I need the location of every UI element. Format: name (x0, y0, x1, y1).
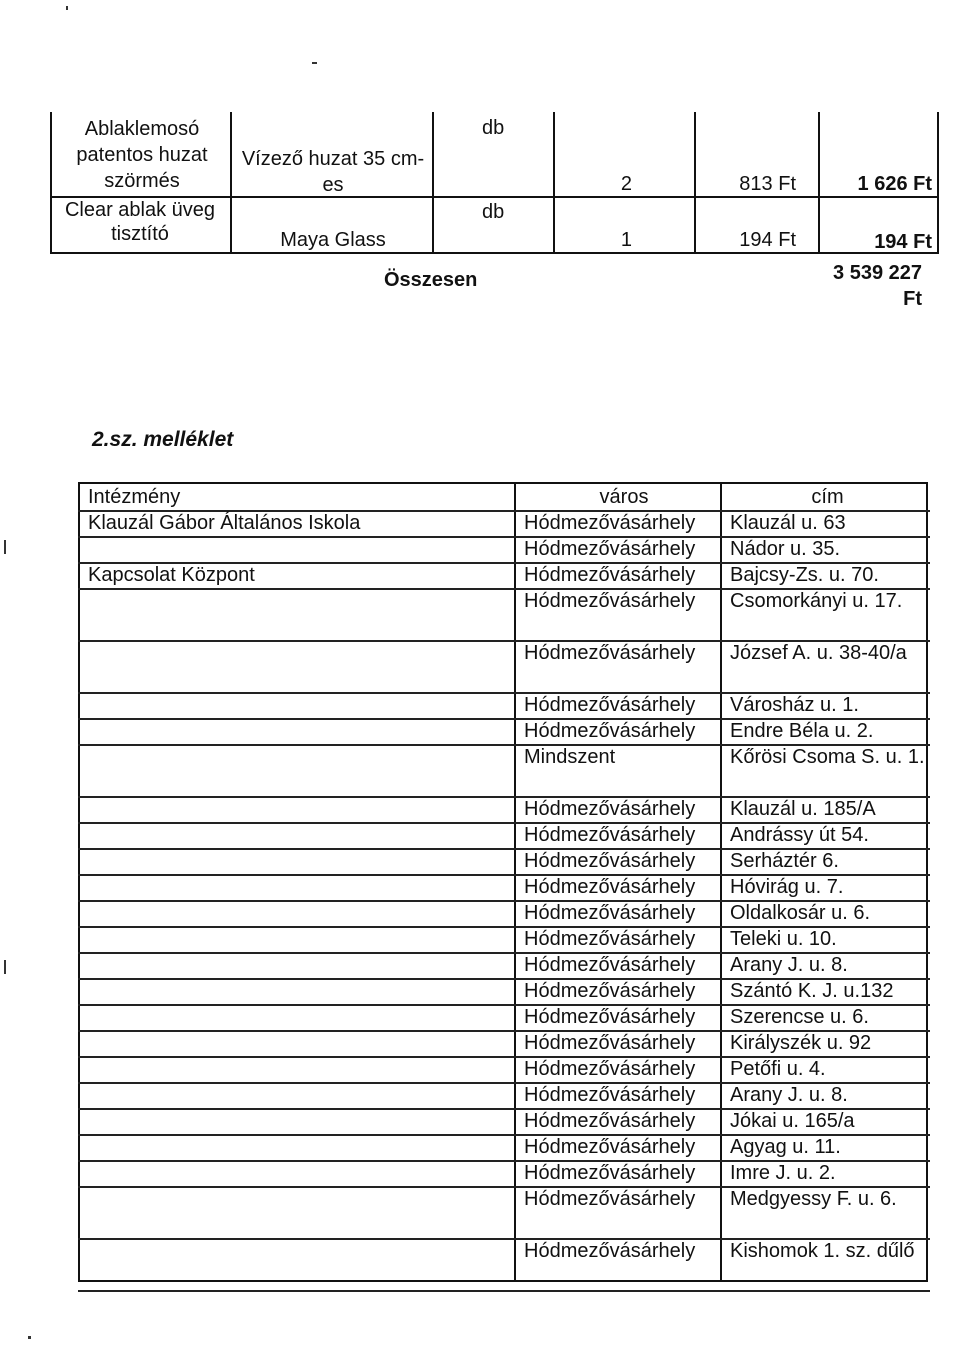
city-cell: Hódmezővásárhely (524, 1058, 696, 1080)
city-cell: Hódmezővásárhely (524, 642, 696, 664)
product-type-cell: Vízező huzat 35 cm-es (241, 148, 425, 196)
header-address-cell: cím (811, 486, 844, 508)
city-cell: Mindszent (524, 746, 616, 768)
city-cell: Hódmezővásárhely (524, 928, 696, 950)
table-row (78, 978, 930, 1006)
table-header-row (78, 484, 930, 512)
unit-cell: db (482, 117, 505, 139)
address-cell: Agyag u. 11. (730, 1136, 841, 1158)
city-cell: Hódmezővásárhely (524, 902, 696, 924)
scan-speck (4, 960, 6, 974)
address-cell: Petőfi u. 4. (730, 1058, 826, 1080)
address-cell: József A. u. 38-40/a (730, 642, 907, 664)
address-cell: Imre J. u. 2. (730, 1162, 836, 1184)
table-row (78, 874, 930, 902)
city-cell: Hódmezővásárhely (524, 1136, 696, 1158)
product-name-cell: Clear ablak üveg tisztító (64, 199, 216, 245)
city-cell: Hódmezővásárhely (524, 694, 696, 716)
scan-speck (66, 6, 68, 10)
address-cell: Arany J. u. 8. (730, 954, 848, 976)
table-row (78, 1082, 930, 1110)
address-cell: Medgyessy F. u. 6. (730, 1188, 897, 1210)
address-cell: Oldalkosár u. 6. (730, 902, 871, 924)
city-cell: Hódmezővásárhely (524, 1006, 696, 1028)
city-cell: Hódmezővásárhely (524, 590, 696, 612)
table-row (78, 952, 930, 980)
table-row (78, 1004, 930, 1032)
quantity-cell: 1 (620, 229, 632, 251)
address-cell: Kőrösi Csoma S. u. 1. (730, 746, 925, 768)
city-cell: Hódmezővásárhely (524, 876, 696, 898)
table-row (78, 1056, 930, 1084)
unit-cell: db (482, 201, 505, 223)
table-row (78, 822, 930, 850)
table-row (78, 510, 930, 538)
city-cell: Hódmezővásárhely (524, 1188, 696, 1210)
address-cell: Arany J. u. 8. (730, 1084, 848, 1106)
header-institution-cell: Intézmény (88, 486, 181, 508)
scan-speck (4, 540, 6, 554)
table-row (78, 536, 930, 564)
table-row (78, 1238, 930, 1292)
city-cell: Hódmezővásárhely (524, 720, 696, 742)
address-cell: Nádor u. 35. (730, 538, 841, 560)
address-cell: Szántó K. J. u.132 (730, 980, 894, 1002)
address-cell: Bajcsy-Zs. u. 70. (730, 564, 879, 586)
sum-value: 3 539 227 Ft (833, 262, 922, 310)
city-cell: Hódmezővásárhely (524, 1084, 696, 1106)
table-row (78, 796, 930, 824)
city-cell: Hódmezővásárhely (524, 850, 696, 872)
city-cell: Hódmezővásárhely (524, 798, 696, 820)
address-cell: Klauzál u. 185/A (730, 798, 876, 820)
table-row (78, 900, 930, 928)
address-cell: Teleki u. 10. (730, 928, 837, 950)
product-type-cell: Maya Glass (280, 229, 386, 251)
institution-cell: Kapcsolat Központ (88, 564, 255, 586)
quantity-cell: 2 (620, 173, 632, 195)
table-row (78, 1030, 930, 1058)
city-cell: Hódmezővásárhely (524, 538, 696, 560)
total-price-cell: 194 Ft (874, 231, 932, 253)
product-name-cell: Ablaklemosó patentos huzat szörmés (76, 118, 208, 192)
city-cell: Hódmezővásárhely (524, 1110, 696, 1132)
table-row (78, 744, 930, 798)
city-cell: Hódmezővásárhely (524, 1162, 696, 1184)
annex-title: 2.sz. melléklet (92, 428, 234, 451)
table-row (78, 718, 930, 746)
table-row (78, 1108, 930, 1136)
scan-speck (312, 62, 317, 64)
city-cell: Hódmezővásárhely (524, 1240, 696, 1262)
unit-price-cell: 813 Ft (739, 173, 796, 195)
total-price-cell: 1 626 Ft (857, 173, 932, 195)
table-row (78, 1160, 930, 1188)
table-row (78, 588, 930, 642)
address-cell: Serháztér 6. (730, 850, 839, 872)
table-row (78, 1134, 930, 1162)
table-row (78, 848, 930, 876)
city-cell: Hódmezővásárhely (524, 1032, 696, 1054)
address-cell: Hóvirág u. 7. (730, 876, 844, 898)
table-row (78, 640, 930, 694)
address-cell: Szerencse u. 6. (730, 1006, 869, 1028)
table-row (78, 692, 930, 720)
table-row (78, 562, 930, 590)
city-cell: Hódmezővásárhely (524, 824, 696, 846)
unit-price-cell: 194 Ft (739, 229, 796, 251)
table-row (78, 926, 930, 954)
address-cell: Andrássy út 54. (730, 824, 869, 846)
address-cell: Kishomok 1. sz. dűlő (730, 1240, 915, 1262)
city-cell: Hódmezővásárhely (524, 564, 696, 586)
address-cell: Királyszék u. 92 (730, 1032, 872, 1054)
address-cell: Csomorkányi u. 17. (730, 590, 903, 612)
sum-label: Összesen (384, 269, 478, 291)
table-row (78, 1186, 930, 1240)
address-cell: Jókai u. 165/a (730, 1110, 855, 1132)
header-city-cell: város (599, 486, 649, 508)
city-cell: Hódmezővásárhely (524, 980, 696, 1002)
address-cell: Endre Béla u. 2. (730, 720, 874, 742)
city-cell: Hódmezővásárhely (524, 512, 696, 534)
scan-speck (28, 1336, 31, 1339)
address-cell: Városház u. 1. (730, 694, 859, 716)
city-cell: Hódmezővásárhely (524, 954, 696, 976)
address-cell: Klauzál u. 63 (730, 512, 846, 534)
institution-cell: Klauzál Gábor Általános Iskola (88, 512, 361, 534)
